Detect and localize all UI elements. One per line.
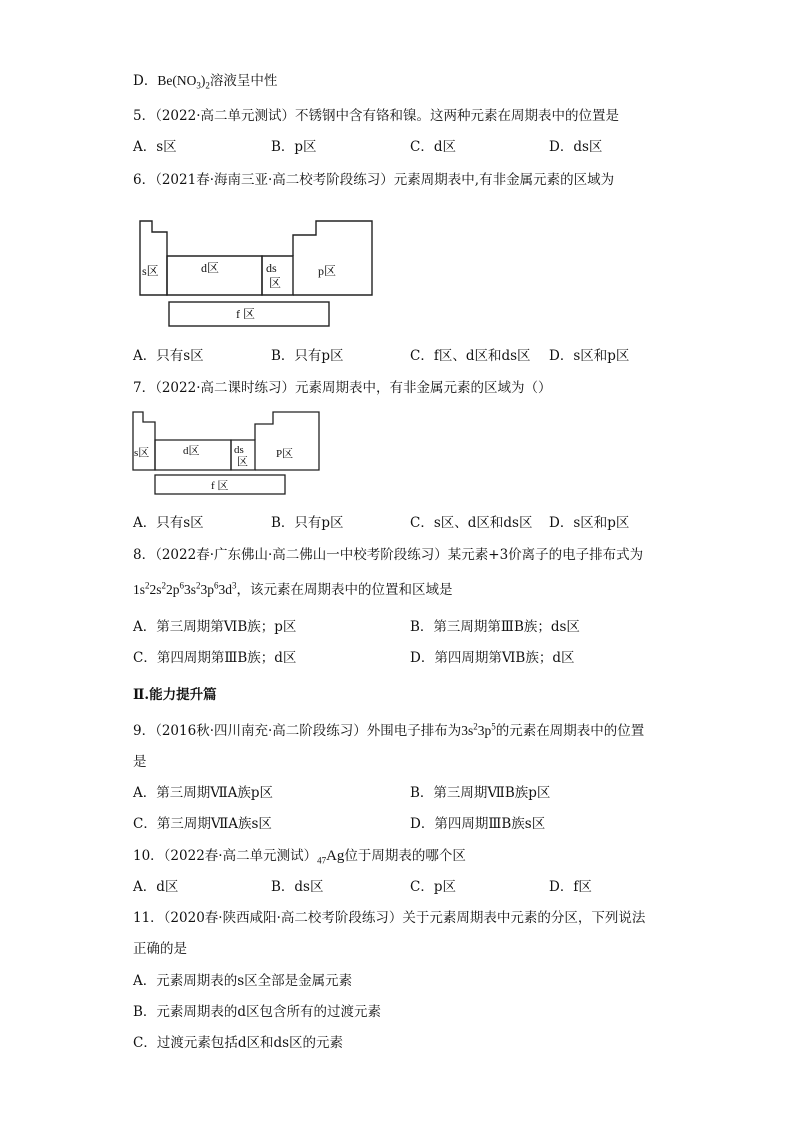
q7-option-d[interactable]: D．s区和p区 — [549, 515, 630, 531]
q11-option-b[interactable]: B．元素周期表的d区包含所有的过渡元素 — [133, 1004, 382, 1020]
q6-option-a[interactable]: A．只有s区 — [133, 348, 204, 364]
q7-f-label: f 区 — [211, 480, 229, 492]
q8-option-a[interactable]: A．第三周期第ⅥB族；p区 — [133, 619, 297, 635]
q6-ds-label-bottom: 区 — [269, 276, 282, 290]
q7-p-block — [255, 412, 319, 470]
q7-option-a[interactable]: A．只有s区 — [133, 515, 204, 531]
q8-stem: 8．（2022春·广东佛山·高二佛山一中校考阶段练习）某元素+3价离子的电子排布式为 — [133, 547, 644, 563]
q7-option-b[interactable]: B．只有p区 — [271, 515, 344, 531]
q7-ds-label-bottom: 区 — [237, 456, 248, 468]
prev-question-option-d — [133, 71, 277, 91]
q5-option-c[interactable]: C．d区 — [410, 139, 456, 155]
q6-ds-label-top: ds — [266, 261, 277, 275]
q10-option-a[interactable]: A．d区 — [133, 879, 179, 895]
q5-option-d[interactable]: D．ds区 — [549, 139, 603, 155]
q6-p-block — [293, 221, 372, 295]
q10-stem: 10．（2022春·高二单元测试）$_{47}Ag$位于周期表的哪个区 — [133, 848, 466, 866]
electron-configuration: $1s^22s^22p^63s^23p^63d^3$ — [133, 580, 237, 597]
q7-option-c[interactable]: C．s区、d区和ds区 — [410, 515, 533, 531]
q6-s-label: s区 — [142, 264, 159, 278]
q6-stem: 6．（2021春·海南三亚·高二校考阶段练习）元素周期表中,有非金属元素的区域为 — [133, 172, 615, 188]
option-text: 溶液呈中性 — [209, 73, 278, 89]
q9-option-d[interactable]: D．第四周期ⅢB族s区 — [410, 816, 546, 832]
q6-d-label: d区 — [201, 261, 220, 275]
q11-stem: 11．（2020春·陕西咸阳·高二校考阶段练习）关于元素周期表中元素的分区，下列说法 — [133, 910, 646, 926]
q7-periodic-table-diagram — [131, 410, 321, 498]
option-label: D． — [133, 73, 158, 89]
q9-stem: 9．（2016秋·四川南充·高二阶段练习）外围电子排布为$3s^23p^5$的元素在周期表中的位置 — [133, 721, 645, 739]
q6-periodic-table-diagram — [138, 218, 374, 330]
q7-stem: 7．（2022·高二课时练习）元素周期表中，有非金属元素的区域为（） — [133, 380, 552, 396]
q7-d-label: d区 — [183, 445, 200, 457]
q8-option-c[interactable]: C．第四周期第ⅢB族；d区 — [133, 650, 297, 666]
q11-option-a[interactable]: A．元素周期表的s区全部是金属元素 — [133, 973, 353, 989]
q6-option-c[interactable]: C．f区、d区和ds区 — [410, 348, 531, 364]
q7-ds-label-top: ds — [234, 444, 244, 456]
q6-f-label: f 区 — [236, 307, 255, 321]
q11-stem-continued: 正确的是 — [133, 941, 187, 957]
nuclide-symbol: $_{47}$Ag — [317, 848, 345, 866]
q6-p-label: p区 — [318, 264, 337, 278]
q9-stem-continued: 是 — [133, 754, 147, 770]
q8-option-b[interactable]: B．第三周期第ⅢB族；ds区 — [410, 619, 580, 635]
q5-stem: 5．（2022·高二单元测试）不锈钢中含有铬和镍。这两种元素在周期表中的位置是 — [133, 108, 619, 124]
q8-option-d[interactable]: D．第四周期第ⅥB族；d区 — [410, 650, 575, 666]
q5-option-b[interactable]: B．p区 — [271, 139, 317, 155]
q6-s-block — [140, 221, 167, 295]
q7-s-block — [133, 412, 155, 470]
q6-option-b[interactable]: B．只有p区 — [271, 348, 344, 364]
q10-option-b[interactable]: B．ds区 — [271, 879, 324, 895]
q10-option-c[interactable]: C．p区 — [410, 879, 456, 895]
section-heading: Ⅱ.能力提升篇 — [133, 687, 217, 703]
outer-electron-configuration: $3s^23p^5$ — [461, 721, 496, 738]
q9-option-a[interactable]: A．第三周期ⅦA族p区 — [133, 785, 274, 801]
q6-option-d[interactable]: D．s区和p区 — [549, 348, 630, 364]
q7-p-label: P区 — [276, 448, 294, 460]
q11-option-c[interactable]: C．过渡元素包括d区和ds区的元素 — [133, 1035, 344, 1051]
q8-electron-config-line: $1s^22s^22p^63s^23p^63d^3$，该元素在周期表中的位置和区域是 — [133, 580, 453, 598]
q10-option-d[interactable]: D．f区 — [549, 879, 592, 895]
q5-option-a[interactable]: A．s区 — [133, 139, 177, 155]
chemical-formula: $Be(NO_3)_2$ — [157, 73, 210, 91]
q7-s-label: s区 — [134, 447, 150, 459]
q9-option-c[interactable]: C．第三周期ⅦA族s区 — [133, 816, 272, 832]
q9-option-b[interactable]: B．第三周期ⅦB族p区 — [410, 785, 551, 801]
